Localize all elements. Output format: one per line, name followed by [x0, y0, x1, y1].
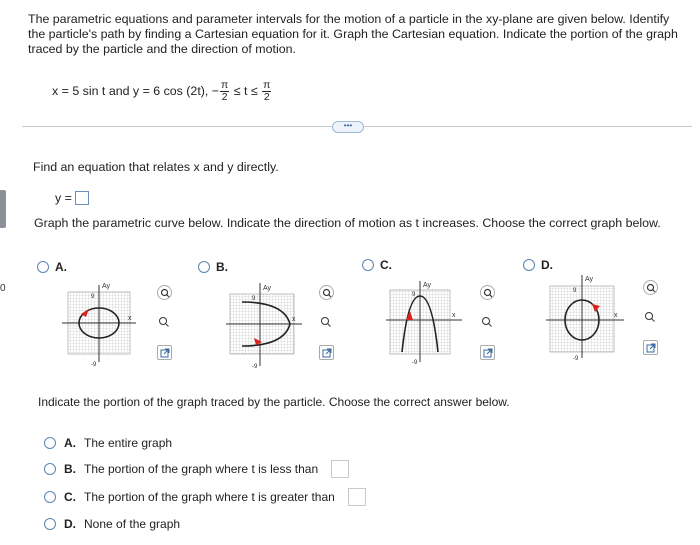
y-equals-label: y = [55, 191, 72, 205]
radio-a[interactable] [37, 261, 49, 273]
y-equation-row [55, 191, 89, 205]
radio-answer-d[interactable] [44, 518, 56, 530]
answer-c-text: The portion of the graph where t is greater than [84, 490, 335, 504]
graph-b [224, 278, 304, 370]
equation-text: x = 5 sin t and y = 6 cos (2t), [52, 83, 209, 98]
question-cartesian: Find an equation that relates x and y directly. [33, 160, 279, 174]
top-tick: 9 [412, 292, 416, 298]
radio-answer-c[interactable] [44, 491, 56, 503]
top-tick: 9 [573, 288, 577, 294]
answer-d-letter: D. [64, 517, 76, 531]
y-axis-label: Ay [102, 283, 111, 290]
answer-c[interactable] [44, 488, 366, 506]
answer-a[interactable] [44, 436, 172, 450]
bottom-tick: -9 [412, 360, 418, 366]
x-axis-label: x [614, 312, 618, 319]
radio-d[interactable] [523, 259, 535, 271]
radio-answer-a[interactable] [44, 437, 56, 449]
fraction-upper [262, 80, 271, 103]
y-axis-label: Ay [423, 282, 432, 289]
neg-sign: − [211, 83, 220, 98]
option-c[interactable] [362, 258, 392, 272]
parametric-equation [52, 80, 272, 103]
x-axis-label: x [452, 312, 456, 319]
answer-c-input[interactable] [348, 488, 366, 506]
x-axis-label: x [128, 315, 132, 322]
answer-b-letter: B. [64, 462, 76, 476]
graph-d [546, 270, 626, 362]
x-axis-label: x [292, 316, 296, 323]
expand-dots-button[interactable]: ••• [332, 121, 364, 133]
graph-c [384, 276, 464, 366]
side-scroll-tab[interactable] [0, 190, 6, 228]
zoom-in-icon[interactable] [480, 285, 495, 300]
zoom-out-icon[interactable] [157, 315, 170, 328]
radio-b[interactable] [198, 261, 210, 273]
zoom-out-icon[interactable] [319, 315, 332, 328]
popout-icon[interactable] [480, 345, 495, 360]
option-b-label: B. [216, 260, 228, 274]
answer-c-letter: C. [64, 490, 76, 504]
bottom-tick: -9 [573, 356, 579, 362]
pi-symbol: π [221, 79, 229, 91]
zoom-in-icon[interactable] [643, 280, 658, 295]
top-tick: 9 [91, 294, 95, 300]
zoom-in-icon[interactable] [157, 285, 172, 300]
option-a[interactable] [37, 260, 67, 274]
zoom-out-icon[interactable] [480, 315, 493, 328]
zoom-out-icon[interactable] [643, 310, 656, 323]
graph-a [58, 280, 138, 368]
answer-a-text: The entire graph [84, 436, 173, 450]
answer-d[interactable] [44, 517, 180, 531]
option-d-label: D. [541, 258, 553, 272]
y-axis-label: Ay [263, 285, 272, 292]
popout-icon[interactable] [319, 345, 334, 360]
answer-b[interactable] [44, 460, 349, 478]
problem-statement: The parametric equations and parameter intervals for the motion of a particle in the xy-plane are given below. Identify the particle's path by finding a Cartesian equation for it. Graph the Cartesian equation. Indicate the portion of the graph traced by the particle and the direction of motion. [28, 12, 678, 56]
radio-c[interactable] [362, 259, 374, 271]
question-graph: Graph the parametric curve below. Indicate the direction of motion as t increases. Choose the correct graph below. [34, 216, 661, 230]
y-answer-input[interactable] [75, 191, 89, 205]
bottom-tick: -9 [91, 362, 97, 368]
question-portion: Indicate the portion of the graph traced by the particle. Choose the correct answer below. [38, 395, 510, 409]
y-axis-label: Ay [585, 276, 594, 283]
side-label: 0 [0, 283, 6, 294]
popout-icon[interactable] [157, 345, 172, 360]
radio-answer-b[interactable] [44, 463, 56, 475]
fraction-lower [220, 80, 229, 103]
option-c-label: C. [380, 258, 392, 272]
zoom-in-icon[interactable] [319, 285, 334, 300]
option-b[interactable] [198, 260, 228, 274]
answer-b-input[interactable] [331, 460, 349, 478]
option-a-label: A. [55, 260, 67, 274]
popout-icon[interactable] [643, 340, 658, 355]
bottom-tick: -9 [252, 364, 258, 370]
pi-symbol: π [263, 79, 271, 91]
answer-d-text: None of the graph [84, 517, 181, 531]
denominator: 2 [263, 91, 270, 103]
answer-b-text: The portion of the graph where t is less than [84, 462, 319, 476]
top-tick: 9 [252, 296, 256, 302]
inequality: ≤ t ≤ [233, 83, 258, 98]
answer-a-letter: A. [64, 436, 76, 450]
denominator: 2 [221, 91, 228, 103]
